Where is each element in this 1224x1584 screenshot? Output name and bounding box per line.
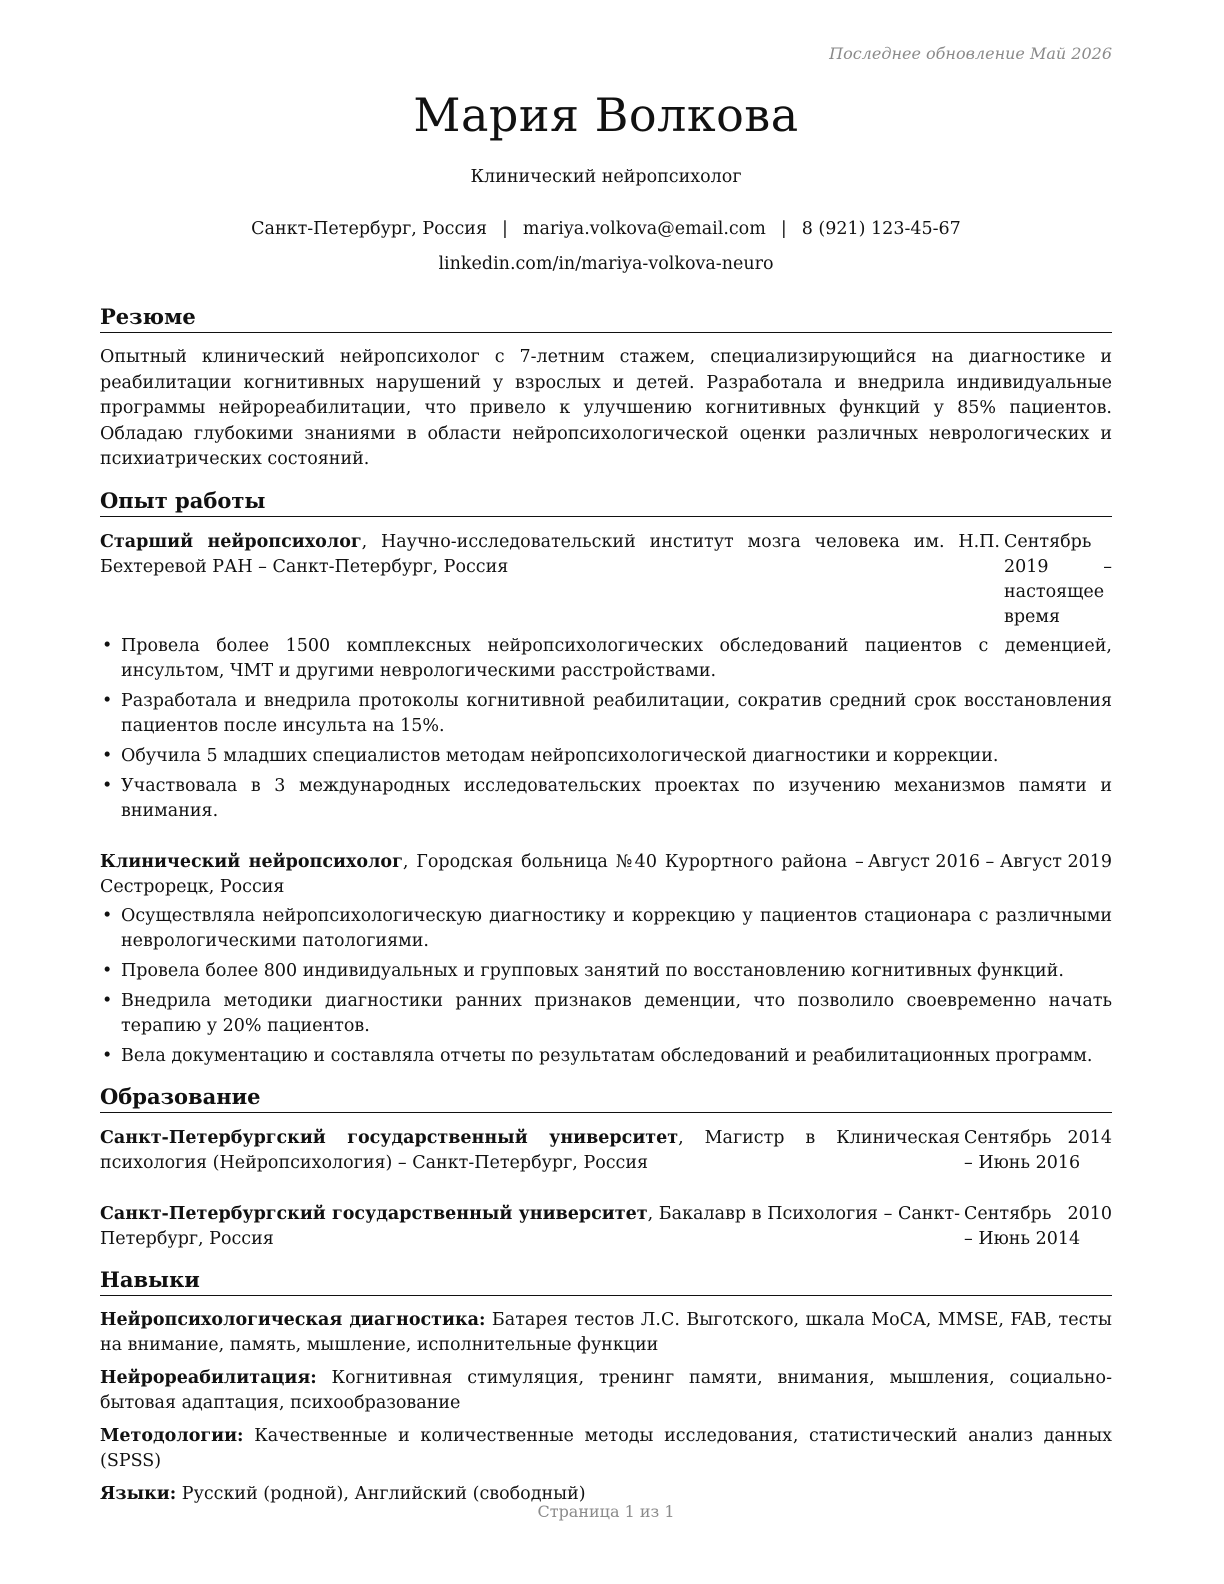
email-link[interactable]: mariya.volkova@email.com [522, 219, 766, 239]
last-updated: Последнее обновление Май 2026 [829, 44, 1112, 63]
section-title-education: Образование [100, 1083, 1112, 1113]
education-header [100, 1202, 1112, 1252]
education-section [100, 1083, 1112, 1252]
contact-line [0, 219, 1212, 239]
experience-section [100, 487, 1112, 1069]
list-item: • Провела более 800 индивидуальных и групповых занятий по восстановлению когнитивных функций. [100, 959, 1112, 984]
skill-row [100, 1366, 1112, 1416]
education-header [100, 1126, 1112, 1176]
skill-row [100, 1308, 1112, 1358]
skill-label: Нейропсихологическая диагностика: [100, 1309, 486, 1330]
job-bullets [100, 634, 1112, 824]
summary-text: Опытный клинический нейропсихолог с 7-летним стажем, специализирующийся на диагностике и реабилитации когнитивных нарушений у взрослых и детей. Разработала и внедрила индивидуальные программы нейрореабилитации, что привело к улучшению когнитивных функций у 85% пациентов. Обладаю глубокими знаниями в области нейропсихологической оценки различных неврологических и психиатрических состояний. [100, 347, 1112, 469]
job-position: Старший нейропсихолог [100, 531, 362, 552]
list-item: • Провела более 1500 комплексных нейропсихологических обследований пациентов с деменцией, инсультом, ЧМТ и другими неврологическими расстройствами. [100, 634, 1112, 684]
skill-text: Батарея тестов Л.С. Выготского, шкала MoCA, MMSE, FAB, тесты на внимание, память, мышление, исполнительные функции [100, 1309, 1112, 1355]
separator: | [501, 219, 508, 239]
location: Санкт-Петербург, Россия [251, 219, 487, 239]
section-title-skills: Навыки [100, 1266, 1112, 1296]
list-item: • Участвовала в 3 международных исследовательских проектах по изучению механизмов памяти и внимания. [100, 774, 1112, 824]
list-item: • Вела документацию и составляла отчеты по результатам обследований и реабилитационных программ. [100, 1044, 1112, 1069]
skill-text: Русский (родной), Английский (свободный) [176, 1483, 586, 1504]
skill-label: Методологии: [100, 1425, 244, 1446]
job-bullets [100, 904, 1112, 1069]
degree-details: , Магистр в Клиническая психология (Нейропсихология) – Санкт-Петербург, Россия [100, 1127, 961, 1173]
skill-label: Нейрореабилитация: [100, 1367, 317, 1388]
school-name: Санкт-Петербургский государственный университет [100, 1127, 679, 1148]
list-item: • Обучила 5 младших специалистов методам нейропсихологической диагностики и коррекции. [100, 744, 1112, 769]
education-entry [100, 1126, 1112, 1176]
list-item: • Внедрила методики диагностики ранних признаков деменции, что позволило своевременно начать терапию у 20% пациентов. [100, 989, 1112, 1039]
job-organization: , Научно-исследовательский институт мозга человека им. Н.П. Бехтеревой РАН – Санкт-Петербург, Россия [100, 531, 1000, 577]
skill-row [100, 1424, 1112, 1474]
section-title-experience: Опыт работы [100, 487, 1112, 517]
page-number: Страница 1 из 1 [537, 1502, 675, 1521]
list-item: • Осуществляла нейропсихологическую диагностику и коррекцию у пациентов стационара с различными неврологическими патологиями. [100, 904, 1112, 954]
education-dates: Сентябрь 2014 – Июнь 2016 [964, 1127, 1112, 1173]
summary-section [100, 303, 1112, 473]
list-item: • Разработала и внедрила протоколы когнитивной реабилитации, сократив средний срок восстановления пациентов после инсульта на 15%. [100, 689, 1112, 739]
candidate-name: Мария Волкова [413, 88, 799, 142]
resume-content [100, 303, 1112, 1507]
job-dates: Сентябрь 2019 – настоящее время [1004, 531, 1112, 627]
section-title-summary: Резюме [100, 303, 1112, 333]
skills-section [100, 1266, 1112, 1507]
candidate-role: Клинический нейропсихолог [470, 167, 742, 187]
school-name: Санкт-Петербургский государственный университет [100, 1203, 648, 1224]
skill-label: Языки: [100, 1483, 177, 1504]
job-entry [100, 850, 1112, 1069]
separator: | [780, 219, 787, 239]
phone: 8 (921) 123-45-67 [801, 219, 961, 239]
job-header [100, 850, 1112, 900]
education-dates: Сентябрь 2010 – Июнь 2014 [964, 1203, 1112, 1249]
job-entry [100, 530, 1112, 824]
job-dates: Август 2016 – Август 2019 [867, 851, 1112, 872]
job-organization: , Городская больница №40 Курортного района – Сестрорецк, Россия [100, 851, 864, 897]
skill-text: Когнитивная стимуляция, тренинг памяти, внимания, мышления, социально-бытовая адаптация, психообразование [100, 1367, 1112, 1413]
degree-details: , Бакалавр в Психология – Санкт-Петербург, Россия [100, 1203, 960, 1249]
skill-text: Качественные и количественные методы исследования, статистический анализ данных (SPSS) [100, 1425, 1112, 1471]
education-entry [100, 1202, 1112, 1252]
job-position: Клинический нейропсихолог [100, 851, 403, 872]
job-header [100, 530, 1112, 630]
linkedin-link[interactable]: linkedin.com/in/mariya-volkova-neuro [438, 254, 774, 274]
